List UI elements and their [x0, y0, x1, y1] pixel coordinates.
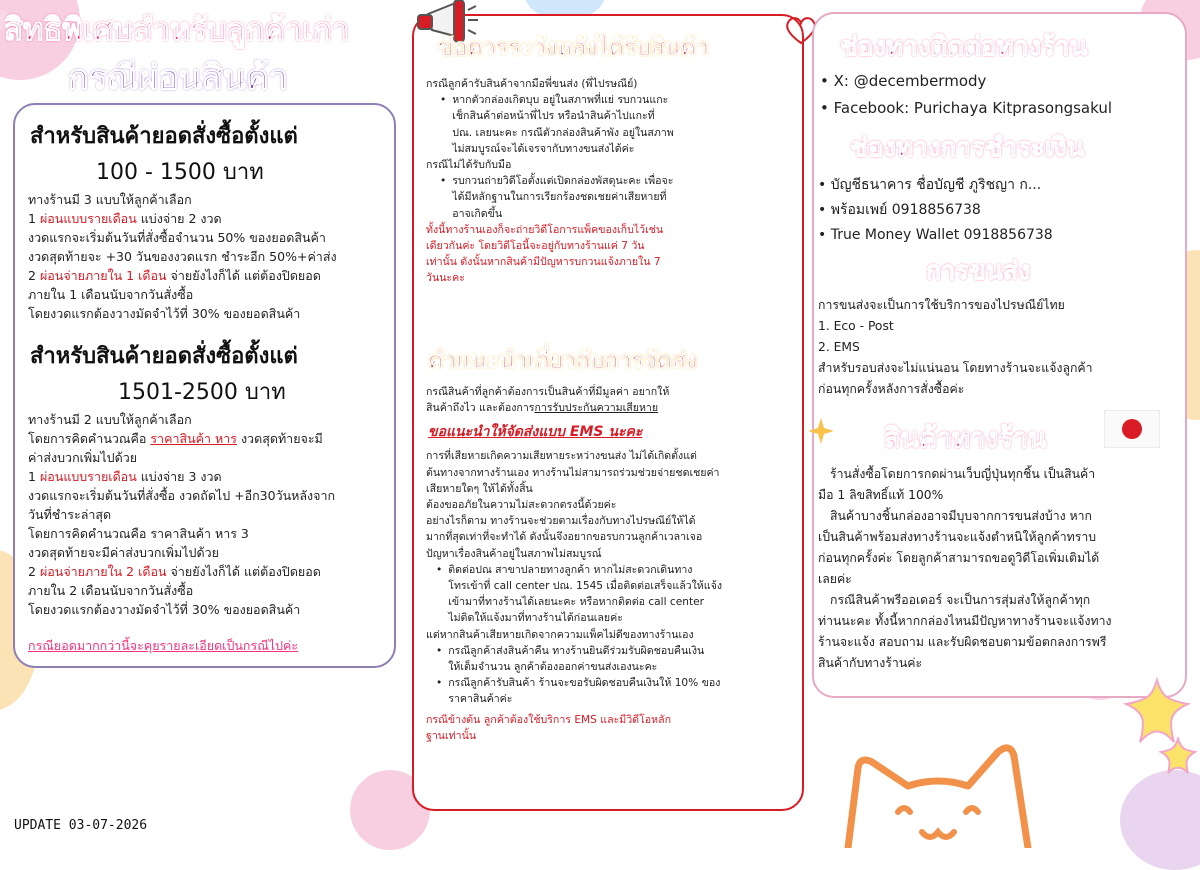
sec1-body	[28, 190, 388, 323]
bullet-line: ให้เต็มจำนวน ลูกค้าต้องออกค่าขนส่งเองนะคะ	[448, 661, 658, 674]
bullet-line: หากตัวกล่องเกิดบุบ อยู่ในสภาพที่แย่ รบกวนแกะ	[452, 94, 669, 107]
payment-text: บัญชีธนาคาร ชื่อบัญชี ภูริชญา ก...	[830, 177, 1042, 193]
middle-title-2: คำแนะนำเกี่ยวกับการจัดส่ง	[428, 348, 698, 374]
left-title: สิทธิพิเศษสำหรับลูกค้าเก่า	[4, 12, 350, 48]
product-line: ท่านนะคะ ทั้งนี้หากกล่องไหนมีปัญหาทางร้านจะแจ้งทาง	[818, 614, 1112, 628]
contact-x: • X: @decembermody	[820, 72, 987, 90]
contact-text: Facebook: Purichaya Kitprasongsakul	[833, 99, 1113, 117]
contact-title: ช่องทางติดต่อทางร้าน	[840, 32, 1088, 62]
p4-line: ต้นทางจากทางร้านเอง ทางร้านไม่สามารถร่วมช่วยจ่ายชดเชยค่า	[426, 466, 720, 479]
update-label: UPDATE 03-07-2026	[14, 818, 148, 833]
sec1-option-2	[28, 266, 388, 285]
bullet-line: ปณ. เลยนะคะ กรณีตัวกล่องสินค้าพัง อยู่ในสภาพ	[452, 126, 674, 139]
bullet-line: ได้มีหลักฐานในการเรียกร้องชดเชยค่าเสียหายที่	[452, 191, 667, 204]
bullet-text	[452, 173, 673, 222]
option-rest: แบ่งจ่าย 2 งวด	[140, 211, 222, 226]
contact-text: X: @decembermody	[833, 72, 987, 90]
option-number: 1	[28, 469, 36, 484]
bullet-text	[448, 562, 722, 627]
contact-facebook: • Facebook: Purichaya Kitprasongsakul	[820, 99, 1113, 117]
mid-p2-bullet	[426, 173, 796, 222]
option-number: 2	[28, 564, 36, 579]
sec1-heading: สำหรับสินค้ายอดสั่งซื้อตั้งแต่	[30, 124, 298, 149]
option-red: ผ่อนแบบรายเดือน	[39, 211, 137, 226]
bullet-text	[448, 675, 720, 707]
sec2-line: งวดแรกจะเริ่มต้นวันที่สั่งซื้อ งวดถัดไป +อีก30วันหลังจาก	[28, 488, 336, 503]
ship-line: การขนส่งจะเป็นการใช้บริการของไปรษณีย์ไทย	[818, 298, 1065, 312]
p4-line: ต้องขออภัยในความไม่สะดวกตรงนี้ด้วยค่ะ	[426, 499, 617, 512]
option-red: ผ่อนจ่ายภายใน 1 เดือน	[39, 268, 167, 283]
calc-a: โดยการคิดคำนวณคือ	[28, 431, 147, 446]
bullet-line: ไม่สมบูรณ์จะได้เจรจากับทางขนส่งได้ค่ะ	[452, 142, 635, 155]
bullet-text	[448, 643, 704, 675]
mid-red-note	[426, 222, 796, 287]
shipping-body	[818, 295, 1093, 400]
p4-line: อย่างไรก็ตาม ทางร้านจะช่วยตามเรื่องกับทางไปรษณีย์ให้ได้	[426, 515, 696, 528]
red-line: เดียวกันค่ะ โดยวิดีโอนี้จะอยู่กับทางร้านแค่ 7 วัน	[426, 240, 645, 253]
payment-truemoney: • True Money Wallet 0918856738	[818, 227, 1053, 243]
product-line: เป็นสินค้าพร้อมส่งทางร้านจะแจ้งตำหนิให้ลูกค้าทราบ	[818, 530, 1097, 544]
left-note: กรณียอดมากกว่านี้จะคุยรายละเอียดเป็นกรณีไปค่ะ	[28, 638, 299, 653]
p4-line: เสียหายใดๆ ให้ได้ทั้งสิ้น	[426, 482, 533, 495]
sec2-line: ภายใน 2 เดือนนับจากวันสั่งซื้อ	[28, 583, 194, 598]
mid-p1-bullet	[426, 92, 796, 157]
option-rest: แบ่งจ่าย 3 งวด	[140, 469, 222, 484]
product-line: ร้านจะแจ้ง สอบถาม และรับผิดชอบตามข้อตกลงการพรี	[818, 635, 1107, 649]
p4-line: ปัญหาเรื่องสินค้าอยู่ในสภาพไม่สมบูรณ์	[426, 547, 602, 560]
red-line: ฐานเท่านั้น	[426, 729, 477, 742]
product-line: สินค้าบางชิ้นกล่องอาจมีบุบจากการขนส่งบ้าง หาก	[830, 509, 1093, 523]
payment-text: พร้อมเพย์ 0918856738	[830, 202, 981, 218]
contact-list	[820, 68, 1112, 122]
option-number: 2	[28, 268, 36, 283]
payment-promptpay: • พร้อมเพย์ 0918856738	[818, 202, 981, 218]
mid-p5: แต่หากสินค้าเสียหายเกิดจากความแพ็คไม่ดีของทางร้านเอง	[426, 628, 694, 641]
bullet-line: ติดต่อปณ สาขาปลายทางลูกค้า หากไม่สะดวกเดินทาง	[448, 563, 693, 576]
ship-line: สำหรับรอบส่งจะไม่แน่นอน โดยทางร้านจะแจ้งลูกค้า	[818, 361, 1093, 375]
mid-p4-bullet	[426, 562, 798, 627]
payment-list	[818, 173, 1053, 248]
mid-p3-line: กรณีสินค้าที่ลูกค้าต้องการเป็นสินค้าที่มีมูลค่า อยากให้	[426, 386, 670, 398]
sec2-option-2	[28, 562, 388, 581]
red-line: เท่านั้น ดังนั้นหากสินค้ามีปัญหารบกวนแจ้งภายใน 7	[426, 256, 661, 269]
sec2-range: 1501-2500 บาท	[118, 380, 286, 405]
bullet-line: เข้ามาที่ทางร้านได้เลยนะคะ หรือหากติดต่อ call center	[448, 596, 704, 609]
product-line: ก่อนทุกครั้งค่ะ โดยลูกค้าสามารถขอดูวิดีโอเพิ่มเติมได้	[818, 551, 1100, 565]
bg-blob-rightbottom	[1120, 770, 1200, 870]
bullet-text	[452, 92, 674, 157]
mid-p3-text: สินค้าถึงไว และต้องการ	[426, 402, 535, 415]
sec2-option-1	[28, 467, 388, 486]
bullet-dot: •	[436, 563, 443, 576]
bullet-line: ไม่ติดให้แจ้งมาที่ทางร้านได้ก่อนเลยค่ะ	[448, 612, 623, 625]
p4-line: มากที่สุดเท่าที่จะทำได้ ดังนั้นจึงอยากขอรบกวนลูกค้าเวลาเจอ	[426, 531, 703, 544]
sec2-line: โดยงวดแรกต้องวางมัดจำไว้ที่ 30% ของยอดสินค้า	[28, 602, 301, 617]
sec2-heading: สำหรับสินค้ายอดสั่งซื้อตั้งแต่	[30, 344, 298, 369]
mid-p5-bullet-2	[426, 675, 798, 707]
bullet-line: ราคาสินค้าค่ะ	[448, 693, 513, 706]
ship-line: 2. EMS	[818, 340, 860, 354]
calc-c: งวดสุดท้ายจะมี	[240, 431, 323, 446]
sec1-line: ทางร้านมี 3 แบบให้ลูกค้าเลือก	[28, 192, 192, 207]
mid-p2: กรณีไม่ได้รับกับมือ	[426, 159, 512, 172]
bullet-dot: •	[436, 677, 443, 690]
option-number: 1	[28, 211, 36, 226]
middle-section-2	[426, 384, 798, 744]
bullet-line: เช็กสินค้าต่อหน้าพี่ไปร หรือนำสินค้าไปแกะที่	[452, 110, 655, 123]
option-rest: จ่ายยังไงก็ได้ แต่ต้องปิดยอด	[170, 268, 321, 283]
shipping-title: การขนส่ง	[926, 256, 1031, 285]
bullet-dot: •	[440, 175, 447, 188]
red-line: กรณีข้างต้น ลูกค้าต้องใช้บริการ EMS และมีวิดีโอหลัก	[426, 713, 672, 726]
p4-line: การที่เสียหายเกิดความเสียหายระหว่างขนส่ง ไม่ได้เกิดตั้งแต่	[426, 450, 697, 463]
product-line: มือ 1 ลิขสิทธิ์แท้ 100%	[818, 488, 944, 502]
product-line: สินค้ากับทางร้านค่ะ	[818, 656, 923, 670]
calc-b: ราคาสินค้า หาร	[150, 431, 237, 446]
option-rest: จ่ายยังไงก็ได้ แต่ต้องปิดยอด	[170, 564, 321, 579]
mid-p5-bullet-1	[426, 643, 798, 675]
payment-bank: • บัญชีธนาคาร ชื่อบัญชี ภูริชญา ก...	[818, 177, 1042, 193]
bullet-line: อาจเกิดขึ้น	[452, 207, 503, 220]
sec2-line: ทางร้านมี 2 แบบให้ลูกค้าเลือก	[28, 412, 192, 427]
bullet-line: โทรเข้าที่ call center ปณ. 1545 เมื่อติดต่อเสร็จแล้วให้แจ้ง	[448, 580, 722, 593]
sec1-line: งวดสุดท้ายจะ +30 วันของงวดแรก ชำระอีก 50%+ค่าส่ง	[28, 249, 337, 264]
mid-p1: กรณีลูกค้ารับสินค้าจากมือพี่ขนส่ง (พี่ไปรษณีย์)	[426, 78, 638, 90]
sec2-body	[28, 410, 388, 619]
bullet-dot: •	[436, 644, 443, 657]
sec2-calc	[28, 429, 388, 448]
product-line: กรณีสินค้าพรีออเดอร์ จะเป็นการสุ่มส่งให้ลูกค้าทุก	[830, 593, 1091, 607]
sec1-option-1	[28, 209, 388, 228]
middle-section-1	[426, 76, 796, 287]
sec2-line: วันที่ชำระล่าสุด	[28, 507, 112, 522]
payment-title: ช่องทางการชำระเงิน	[850, 133, 1085, 163]
mid-p3-underline: การรับประกันความเสียหาย	[534, 402, 659, 415]
products-title: สินค้าทางร้าน	[884, 423, 1047, 454]
ems-recommend: ขอแนะนำให้จัดส่งแบบ EMS นะคะ	[428, 424, 643, 441]
cat-face-icon	[838, 728, 1038, 848]
bullet-dot: •	[440, 94, 447, 107]
middle-title-1: ข้อควรระวังหลังได้รับสินค้า	[438, 35, 710, 61]
sec1-line: ภายใน 1 เดือนนับจากวันสั่งซื้อ	[28, 287, 194, 302]
red-line: วันนะคะ	[426, 272, 465, 285]
sec2-line: โดยการคิดคำนวณคือ ราคาสินค้า หาร 3	[28, 526, 249, 541]
bullet-line: รบกวนถ่ายวิดีโอตั้งแต่เปิดกล่องพัสดุนะคะ เพื่อจะ	[452, 175, 674, 188]
sec1-range: 100 - 1500 บาท	[96, 160, 264, 185]
mid-red-note-2	[426, 712, 798, 744]
left-subtitle: กรณีผ่อนสินค้า	[68, 58, 288, 98]
bullet-line: กรณีลูกค้าส่งสินค้าคืน ทางร้านยินดีร่วมรับผิดชอบคืนเงิน	[448, 644, 705, 657]
star-icon	[1158, 736, 1198, 776]
sec2-line: งวดสุดท้ายจะมีค่าส่งบวกเพิ่มไปด้วย	[28, 545, 219, 560]
sec2-line: ค่าส่งบวกเพิ่มไปด้วย	[28, 450, 138, 465]
bullet-line: กรณีลูกค้ารับสินค้า ร้านจะขอรับผิดชอบคืนเงินให้ 10% ของ	[448, 677, 721, 690]
option-red: ผ่อนแบบรายเดือน	[39, 469, 137, 484]
option-red: ผ่อนจ่ายภายใน 2 เดือน	[39, 564, 167, 579]
products-body	[818, 464, 1112, 674]
product-line: เลยค่ะ	[818, 572, 852, 586]
red-line: ทั้งนี้ทางร้านเองก็จะถ่ายวิดีโอการแพ็คของเก็บไว้เช่น	[426, 223, 664, 236]
sec1-line: โดยงวดแรกต้องวางมัดจำไว้ที่ 30% ของยอดสินค้า	[28, 306, 301, 321]
sec1-line: งวดแรกจะเริ่มต้นวันที่สั่งซื้อจำนวน 50% ของยอดสินค้า	[28, 230, 326, 245]
ship-line: 1. Eco - Post	[818, 319, 894, 333]
star-icon	[806, 416, 836, 446]
japan-flag-icon	[1104, 410, 1160, 448]
mid-p4	[426, 448, 798, 561]
payment-text: True Money Wallet 0918856738	[830, 227, 1053, 243]
ship-line: ก่อนทุกครั้งหลังการสั่งซื้อค่ะ	[818, 382, 965, 396]
mid-p3-line2	[426, 400, 798, 416]
product-line: ร้านสั่งซื้อโดยการกดผ่านเว็บญี่ปุ่นทุกชิ้น เป็นสินค้า	[830, 467, 1096, 481]
